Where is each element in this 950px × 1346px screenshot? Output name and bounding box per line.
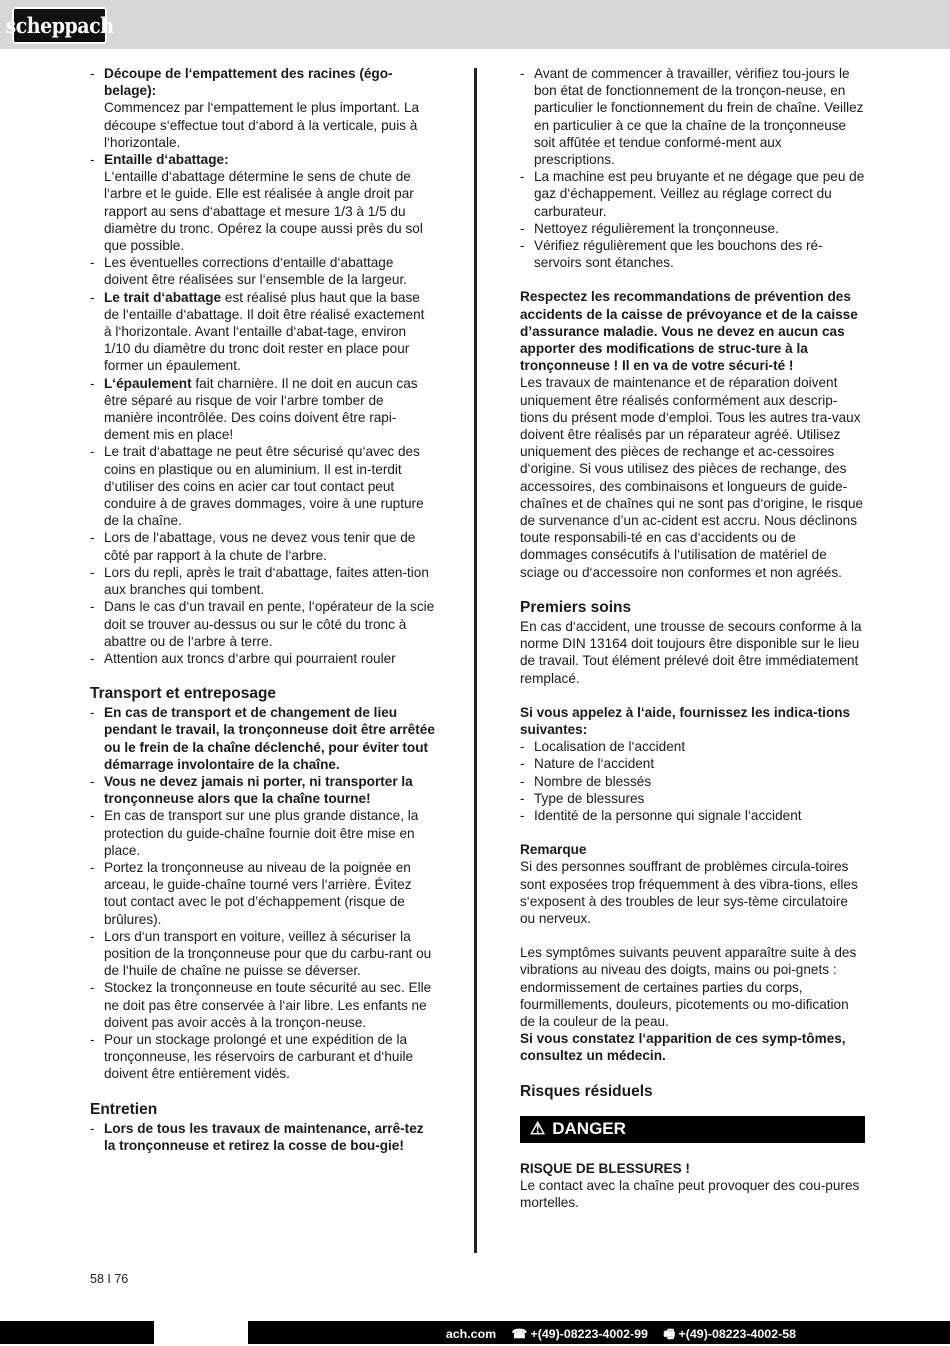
list-item-bold: Le trait d‘abattage xyxy=(104,289,222,305)
list-item xyxy=(520,790,865,807)
injury-risk-text: Le contact avec la chaîne peut provoquer des cou-pures mortelles. xyxy=(520,1177,860,1210)
list-item-text: Identité de la personne qui signale l‘accident xyxy=(534,807,802,823)
list-item xyxy=(90,979,435,1031)
list-item-text: est réalisé plus haut que la base de l‘entaille d‘abattage. Il doit être réalisé exactement à l‘horizontale. Avant l‘entaille d‘abat-tage, environ 1/10 du diamètre du tronc doit rester en place pour former un épaulement. xyxy=(104,289,425,374)
footer-phone: ☎ +(49)-08223-4002-99 xyxy=(511,1327,648,1341)
heading-transport: Transport et entreposage xyxy=(90,685,277,703)
list-item-text: Les éventuelles corrections d‘entaille d‘abattage doivent être réalisées sur l‘ensemble de la largeur. xyxy=(104,255,408,288)
list-item xyxy=(90,65,435,151)
list-item-text: Attention aux troncs d‘arbre qui pourraient rouler xyxy=(104,650,396,666)
list-item xyxy=(90,773,435,807)
list-item-bold: Lors de tous les travaux de maintenance, arrê-tez la tronçonneuse et retirez la cosse de bou-gie! xyxy=(104,1120,424,1153)
list-item-text: Portez la tronçonneuse au niveau de la poignée en arceau, le guide-chaîne tourné vers l‘arrière. Évitez tout contact avec le pot d’échappement (risque de brûlures). xyxy=(104,859,412,927)
list-item xyxy=(520,237,865,271)
symptoms-text: Les symptômes suivants peuvent apparaître suite à des vibrations au niveau des doigts, mains ou poi-gnets : endormissement de certaines parties du corps, fourmillements, douleurs, picotements ou mo-dification de la couleur de la peau. xyxy=(520,945,857,1029)
list-item-text: Le trait d‘abattage ne peut être sécurisé qu‘avec des coins en plastique ou en aluminium. Il est in-terdit d‘utiliser des coins en acier car tout contact peut conduire à de graves dommages, voire à une rupture de la chaîne. xyxy=(104,444,424,529)
list-item-text: Type de blessures xyxy=(534,790,645,806)
list-item-text: Dans le cas d‘un travail en pente, l‘opérateur de la scie doit se trouver au-dessus ou sur le côté du tronc à abattre ou de l‘arbre à terre. xyxy=(104,599,435,649)
transport-list xyxy=(90,704,435,1082)
danger-banner xyxy=(520,1116,865,1143)
list-item-text: Pour un stockage prolongé et une expédition de la tronçonneuse, les réservoirs de carburant et d‘huile doivent être entièrement vidés. xyxy=(104,1031,414,1082)
safety-warning-text: Les travaux de maintenance et de réparation doivent uniquement être réalisés conformément aux descrip-tions du présent mode d‘emploi. Tous les autres tra-vaux doivent être réalisés par un réparateur agréé. Utilisez uniquement des pièces de rechange et ac-cessoires d‘origine. Si vous utilisez des pièces de rechange, des accessoires, des combinaisons et longueurs de guide-chaînes et de chaînes qui ne sont pas d‘origine, le risque de survenance d’un ac-cident est accru. Nous déclinons toute responsabili-té en cas d‘accidents ou de dommages consécutifs à l‘utilisation de matériel de sciage ou d‘accessoire non conformes et non agréés. xyxy=(520,375,864,580)
list-item xyxy=(520,738,865,755)
list-item xyxy=(90,254,435,288)
list-item-text: Nombre de blessés xyxy=(534,773,652,789)
list-item-text: L‘entaille d‘abattage détermine le sens de chute de l‘arbre et le guide. Elle est réalisée à angle droit par rapport au sens d‘abattage et mesure 1/3 à 1/5 du diamètre du tronc. Opérez la coupe aussi près du sol que possible. xyxy=(104,169,423,254)
list-item xyxy=(90,859,435,928)
footer-website[interactable]: ach.com xyxy=(445,1327,497,1341)
list-item xyxy=(90,443,435,529)
warning-triangle-icon: ⚠ xyxy=(530,1119,546,1139)
list-item-text: Commencez par l‘empattement le plus important. La découpe s‘effectue tout d‘abord à la verticale, puis à l‘horizontale. xyxy=(104,100,420,150)
list-item-text: Avant de commencer à travailler, vérifiez tou-jours le bon état de fonctionnement de la tronçon-neuse, en particulier le fonctionnement du frein de chaîne. Veillez en particulier à ce que la chaîne de la tronçonneuse soit affûtée et tendue conformé-ment aux prescriptions. xyxy=(534,66,864,168)
list-item xyxy=(90,598,435,650)
list-item-text: Stockez la tronçonneuse en toute sécurité au sec. Elle ne doit pas être conservée à l‘air libre. Les enfants ne doivent pas avoir accès à la tronçon-neuse. xyxy=(104,980,432,1030)
list-item xyxy=(520,807,865,824)
list-item xyxy=(90,807,435,859)
header-bar xyxy=(0,0,950,49)
list-item-bold: L‘épaulement xyxy=(104,375,192,391)
list-item-text: En cas de transport sur une plus grande distance, la protection du guide-chaîne fournie doit être mise en place. xyxy=(104,808,419,858)
list-item xyxy=(520,755,865,772)
safety-warning-bold: Respectez les recommandations de prévention des accidents de la caisse de prévoyance et de la caisse d’assurance maladie. Vous ne devez en aucun cas apporter des modifications de struc-ture à la tronçonneuse ! Il en va de votre sécuri-té ! xyxy=(520,289,858,374)
right-column xyxy=(520,65,865,1211)
list-item-text: Localisation de l‘accident xyxy=(534,739,686,755)
list-item-text: Vérifiez régulièrement que les bouchons des ré-servoirs sont étanches. xyxy=(534,238,823,271)
list-item xyxy=(90,529,435,563)
symptoms-bold: Si vous constatez l‘apparition de ces symp-tômes, consultez un médecin. xyxy=(520,1031,846,1064)
list-item-text: Nettoyez régulièrement la tronçonneuse. xyxy=(534,220,779,236)
footer-white-block xyxy=(154,1321,248,1344)
list-item xyxy=(90,704,435,773)
call-help-bold: Si vous appelez à l‘aide, fournissez les indica-tions suivantes: xyxy=(520,704,851,737)
list-item xyxy=(520,220,865,237)
list-item-text: Nature de l‘accident xyxy=(534,756,655,772)
list-item-text: Lors du repli, après le trait d‘abattage, faites atten-tion aux branches qui tombent. xyxy=(104,564,429,598)
maintenance-list xyxy=(90,1120,435,1154)
list-item xyxy=(90,650,435,667)
footer-contact xyxy=(434,1325,796,1346)
list-item-bold: Vous ne devez jamais ni porter, ni transporter la tronçonneuse alors que la chaîne tourne! xyxy=(104,773,413,807)
footer-fax: 🖷 +(49)-08223-4002-58 xyxy=(663,1327,796,1341)
page-number: 58 I 76 xyxy=(90,1272,129,1286)
list-item xyxy=(90,1120,435,1154)
list-item-text: La machine est peu bruyante et ne dégage que peu de gaz d‘échappement. Veillez au réglage correct du carburateur. xyxy=(534,169,865,219)
list-item xyxy=(90,564,435,598)
heading-risques-residuels: Risques résiduels xyxy=(520,1082,653,1100)
list-item-bold: Entaille d‘abattage: xyxy=(104,152,229,168)
first-aid-text: En cas d‘accident, une trousse de secours conforme à la norme DIN 13164 doit toujours être disponible sur le lieu de travail. Tout élément prélevé doit être immédiatement remplacé. xyxy=(520,618,862,686)
remarque-title: Remarque xyxy=(520,842,587,858)
brand-logo xyxy=(5,7,114,44)
list-item-bold: En cas de transport et de changement de lieu pendant le travail, la tronçonneuse doit être arrêtée ou le frein de la chaîne déclenché, pour éviter tout démarrage involontaire de la chaîne. xyxy=(104,705,435,772)
heading-entretien: Entretien xyxy=(90,1100,158,1118)
list-item xyxy=(90,375,435,444)
column-divider xyxy=(474,68,477,1253)
list-item xyxy=(520,168,865,220)
list-item xyxy=(90,289,435,375)
call-help-list xyxy=(520,738,865,824)
checks-list xyxy=(520,65,865,271)
injury-risk-title: RISQUE DE BLESSURES ! xyxy=(520,1160,690,1176)
list-item-text: fait charnière. Il ne doit en aucun cas être séparé au risque de voir l‘arbre tomber de manière incontrôlée. Des coins doivent être rapi-dement mis en place! xyxy=(104,375,418,443)
list-item xyxy=(520,773,865,790)
list-item xyxy=(90,151,435,254)
list-item-text: Lors de l‘abattage, vous ne devez vous tenir que de côté par rapport à la chute de l‘arbre. xyxy=(104,530,416,563)
heading-premiers-soins: Premiers soins xyxy=(520,598,632,616)
list-item xyxy=(90,1031,435,1083)
list-item-bold: Découpe de l‘empattement des racines (égo-belage): xyxy=(104,66,393,99)
remarque-text: Si des personnes souffrant de problèmes circula-toires sont exposées trop fréquemment à des vibra-tions, elles s‘exposent à des troubles de leur sys-tème circulatoire ou nerveux. xyxy=(520,859,858,926)
felling-list xyxy=(90,65,435,667)
list-item xyxy=(90,928,435,980)
left-column xyxy=(90,65,435,1154)
list-item-text: Lors d‘un transport en voiture, veillez à sécuriser la position de la tronçonneuse pour que du carbu-rant ou de l‘huile de chaîne ne puisse se déverser. xyxy=(104,928,432,979)
list-item xyxy=(520,65,865,168)
danger-label: DANGER xyxy=(552,1119,626,1139)
brand-logo-text: scheppach xyxy=(5,12,114,39)
